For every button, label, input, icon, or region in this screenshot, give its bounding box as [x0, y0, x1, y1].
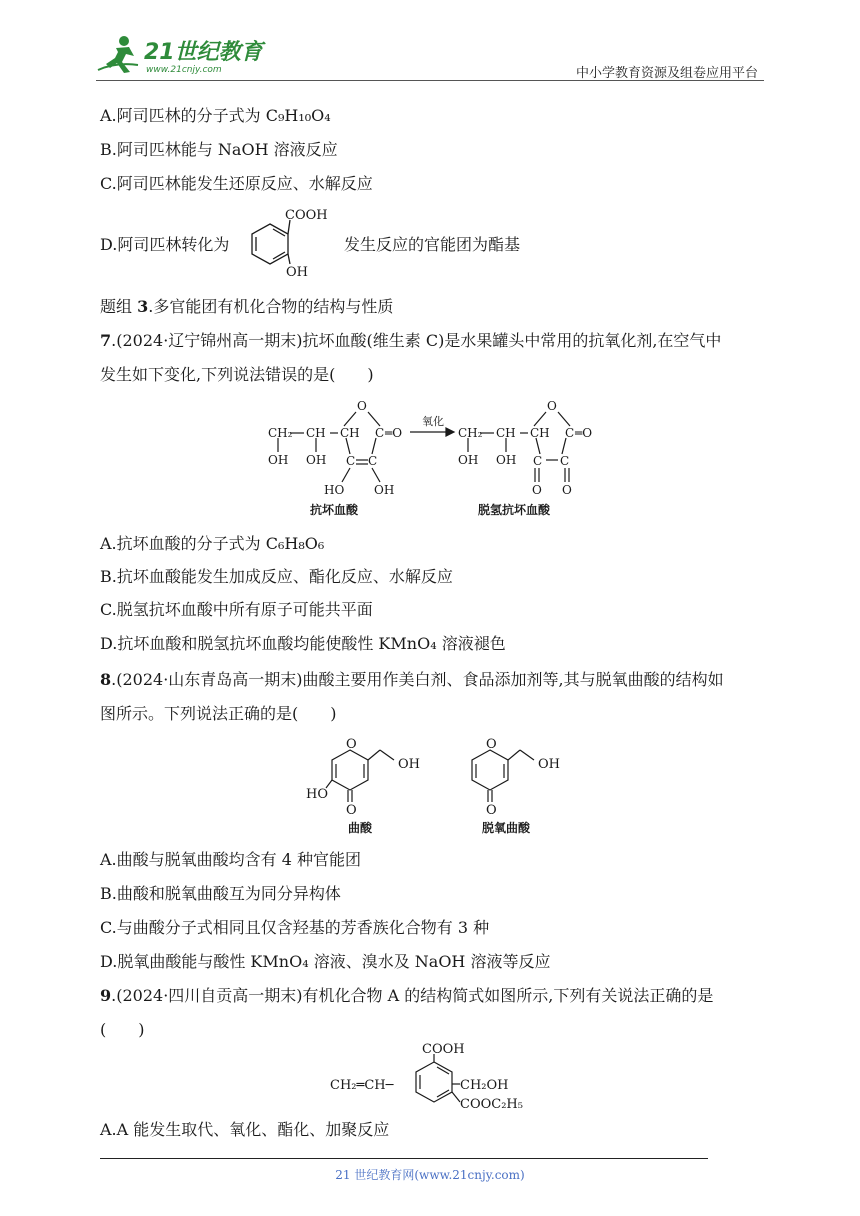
logo-url: www.21cnjy.com	[146, 65, 222, 75]
cooh-group-label: COOH	[422, 1042, 465, 1057]
page-footer: 21 世纪教育网(www.21cnjy.com)	[335, 1168, 525, 1182]
svg-text:O: O	[547, 399, 557, 413]
arrow-label: 氧化	[422, 415, 444, 428]
question-9-line-2: ( )	[100, 1020, 145, 1039]
svg-text:O: O	[486, 737, 497, 752]
group-heading: 题组 3.多官能团有机化合物的结构与性质	[100, 297, 394, 316]
vinyl-group-label: CH₂═CH─	[330, 1078, 394, 1093]
kojic-acid-caption: 曲酸	[348, 821, 373, 835]
svg-text:CH: CH	[496, 426, 516, 440]
svg-text:HO: HO	[306, 787, 328, 802]
q9-option-a: A.A 能发生取代、氧化、酯化、加聚反应	[100, 1120, 390, 1139]
prev-option-a: A.阿司匹林的分子式为 C₉H₁₀O₄	[100, 106, 331, 125]
svg-text:O: O	[357, 399, 367, 413]
logo	[96, 32, 266, 76]
kojic-atom-labels	[306, 737, 560, 818]
kojic-acid-figure	[300, 734, 560, 838]
page-header	[96, 30, 764, 81]
compound-a-structure	[326, 1040, 536, 1116]
vitamin-c-oxidation-figure	[262, 396, 602, 520]
svg-text:═O: ═O	[575, 426, 593, 440]
question-7-line-2: 发生如下变化,下列说法错误的是( )	[100, 365, 374, 384]
question-7-line-1: 7.(2024·辽宁锦州高一期末)抗坏血酸(维生素 C)是水果罐头中常用的抗氧化剂,在空气中	[100, 331, 722, 350]
deoxykojic-acid-caption: 脱氧曲酸	[482, 821, 531, 835]
svg-text:OH: OH	[496, 453, 517, 467]
question-9-line-1: 9.(2024·四川自贡高一期末)有机化合物 A 的结构简式如图所示,下列有关说法正确的是	[100, 986, 714, 1005]
svg-text:C: C	[346, 454, 356, 468]
svg-text:O: O	[346, 803, 357, 818]
q8-option-d: D.脱氧曲酸能与酸性 KMnO₄ 溶液、溴水及 NaOH 溶液等反应	[100, 952, 551, 971]
q7-option-c: C.脱氢抗坏血酸中所有原子可能共平面	[100, 600, 373, 619]
svg-text:OH: OH	[374, 483, 395, 497]
svg-text:OH: OH	[268, 453, 289, 467]
vitamin-c-atom-labels	[268, 399, 592, 497]
dehydroascorbic-acid-caption: 脱氢抗坏血酸	[478, 503, 551, 517]
svg-text:CH₂: CH₂	[458, 426, 483, 440]
svg-text:C: C	[560, 454, 570, 468]
svg-text:C: C	[565, 426, 575, 440]
q8-option-c: C.与曲酸分子式相同且仅含羟基的芳香族化合物有 3 种	[100, 918, 490, 937]
svg-text:C: C	[368, 454, 378, 468]
oh-label: OH	[286, 265, 308, 280]
ester-group-label: COOC₂H₅	[460, 1097, 523, 1112]
svg-text:OH: OH	[538, 757, 560, 772]
header-platform-text: 中小学教育资源及组卷应用平台	[575, 66, 758, 81]
runner-icon	[98, 36, 138, 73]
ch2oh-group-label: CH₂OH	[460, 1078, 509, 1093]
svg-text:O: O	[532, 483, 542, 497]
svg-text:O: O	[346, 737, 357, 752]
svg-text:═O: ═O	[385, 426, 403, 440]
salicylic-acid-structure	[240, 206, 340, 282]
q7-option-d: D.抗坏血酸和脱氢抗坏血酸均能使酸性 KMnO₄ 溶液褪色	[100, 634, 506, 653]
logo-text: 21世纪教育	[144, 40, 263, 65]
svg-text:CH: CH	[530, 426, 550, 440]
footer-divider	[100, 1158, 708, 1159]
svg-text:O: O	[486, 803, 497, 818]
svg-text:O: O	[562, 483, 572, 497]
svg-text:CH: CH	[340, 426, 360, 440]
ascorbic-acid-caption: 抗坏血酸	[310, 503, 359, 517]
svg-text:C: C	[375, 426, 385, 440]
svg-text:CH: CH	[306, 426, 326, 440]
question-8-line-2: 图所示。下列说法正确的是( )	[100, 704, 337, 723]
svg-text:OH: OH	[458, 453, 479, 467]
question-8-line-1: 8.(2024·山东青岛高一期末)曲酸主要用作美白剂、食品添加剂等,其与脱氧曲酸的结构如	[100, 670, 724, 689]
svg-text:OH: OH	[306, 453, 327, 467]
q7-option-a: A.抗坏血酸的分子式为 C₆H₈O₆	[100, 534, 325, 553]
prev-option-c: C.阿司匹林能发生还原反应、水解反应	[100, 174, 373, 193]
svg-text:OH: OH	[398, 757, 420, 772]
cooh-label: COOH	[285, 208, 328, 223]
prev-option-d-prefix: D.阿司匹林转化为	[100, 235, 230, 254]
prev-option-b: B.阿司匹林能与 NaOH 溶液反应	[100, 140, 338, 159]
q7-option-b: B.抗坏血酸能发生加成反应、酯化反应、水解反应	[100, 567, 453, 586]
svg-text:CH₂: CH₂	[268, 426, 293, 440]
svg-text:C: C	[533, 454, 543, 468]
svg-text:HO: HO	[324, 483, 345, 497]
prev-option-d-suffix: 发生反应的官能团为酯基	[344, 235, 521, 254]
q8-option-b: B.曲酸和脱氧曲酸互为同分异构体	[100, 884, 341, 903]
q8-option-a: A.曲酸与脱氧曲酸均含有 4 种官能团	[100, 850, 361, 869]
